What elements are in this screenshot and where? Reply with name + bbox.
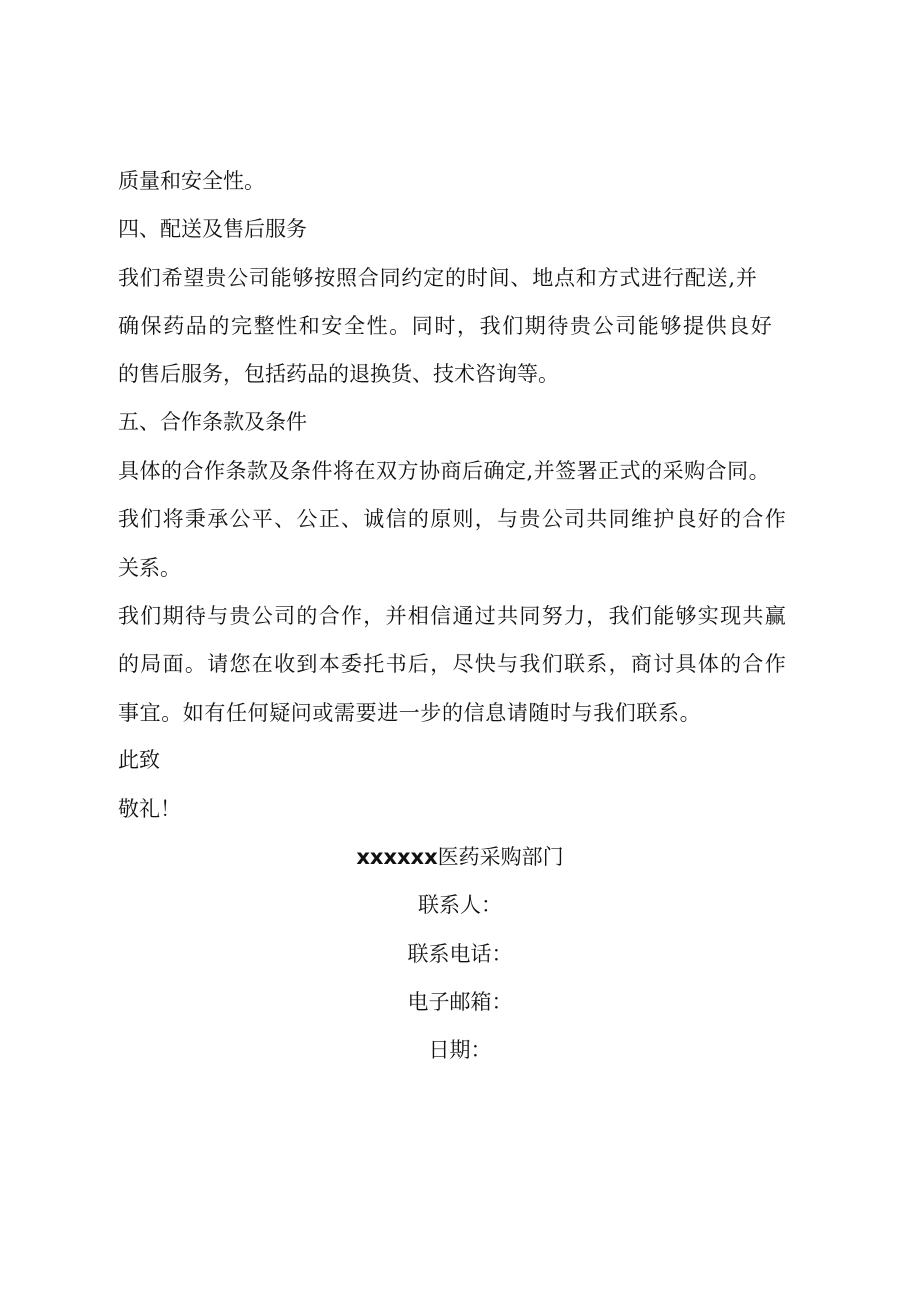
signature-contact-phone: 联系电话： [407,942,513,966]
signature-date: 日期： [428,1038,492,1062]
closing-regards: 敬礼！ [118,797,181,821]
body-line: 关系。 [118,556,181,580]
body-line: 确保药品的完整性和安全性。同时，我们期待贵公司能够提供良好 [118,314,774,338]
section-heading-terms: 五、合作条款及条件 [118,410,307,434]
signature-contact-person: 联系人： [418,893,502,917]
section-heading-delivery: 四、配送及售后服务 [118,217,307,241]
signature-email: 电子邮箱： [407,990,513,1014]
body-line: 的局面。请您在收到本委托书后，尽快与我们联系，商讨具体的合作 [118,652,787,676]
organization-prefix: xxxxxx [356,845,438,869]
body-line: 具体的合作条款及条件将在双方协商后确定,并签署正式的采购合同。 [118,459,771,483]
signature-organization [0,843,920,871]
organization-name: 医药采购部门 [437,845,564,869]
body-line: 质量和安全性。 [118,169,265,193]
body-line: 我们期待与贵公司的合作，并相信通过共同努力，我们能够实现共赢 [118,604,787,628]
body-line: 事宜。如有任何疑问或需要进一步的信息请随时与我们联系。 [118,701,702,725]
body-line: 的售后服务，包括药品的退换货、技术咨询等。 [118,362,559,386]
body-line: 我们希望贵公司能够按照合同约定的时间、地点和方式进行配送,并 [118,266,758,290]
body-line: 我们将秉承公平、公正、诚信的原则，与贵公司共同维护良好的合作 [118,507,787,531]
closing-salutation: 此致 [118,748,160,772]
